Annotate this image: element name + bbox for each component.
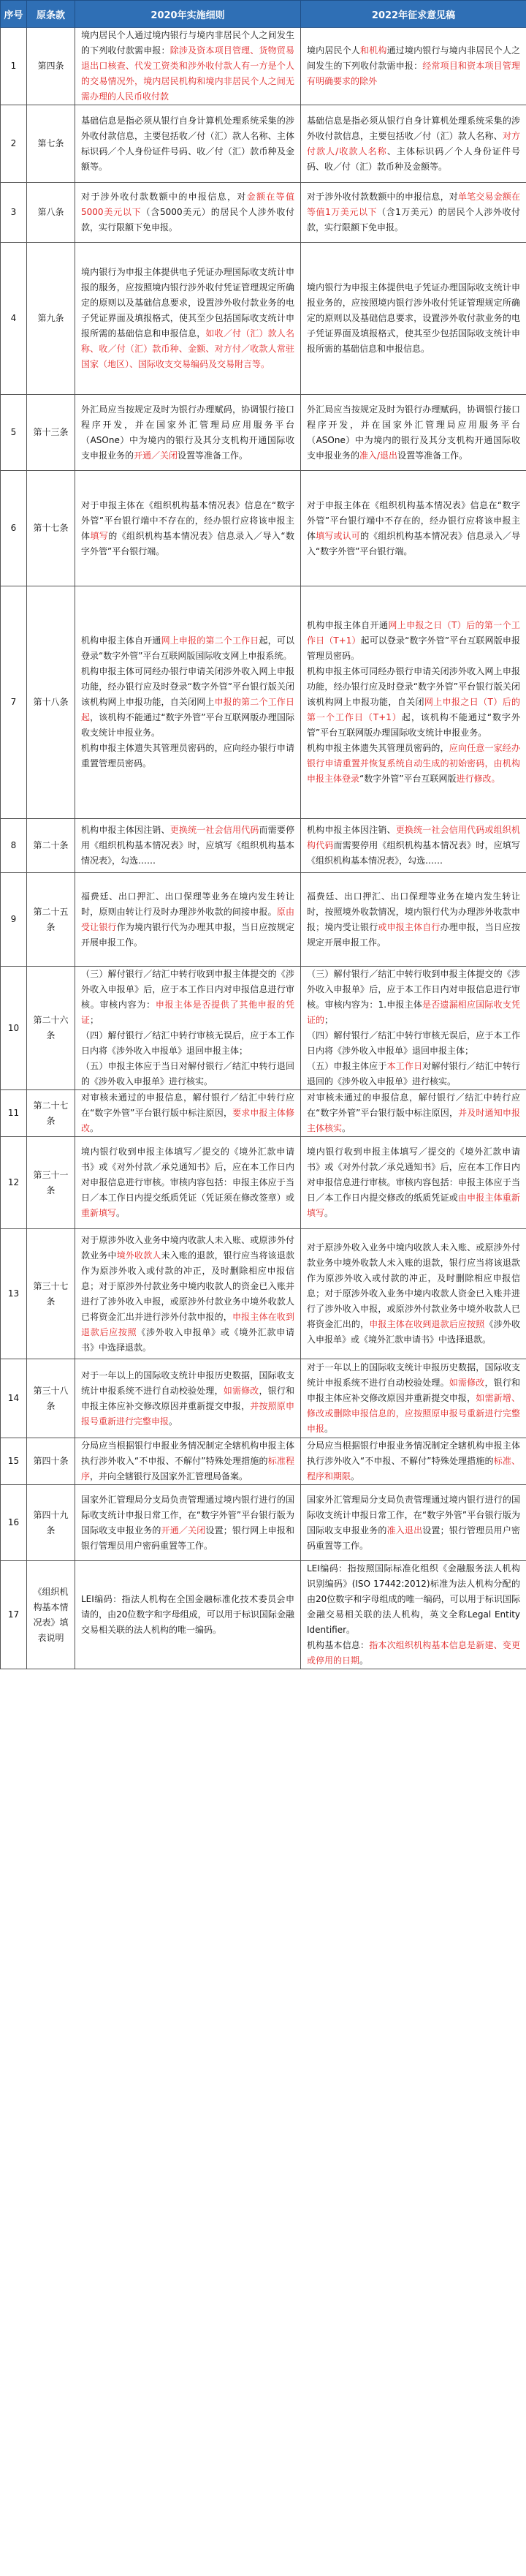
row-number: 14 bbox=[1, 1359, 27, 1438]
draft-2022-cell bbox=[301, 1229, 526, 1359]
rule-2020-cell bbox=[75, 395, 301, 471]
row-number: 11 bbox=[1, 1090, 27, 1137]
cell-text: 对于原涉外收入业务中境内收款人未入账、或原涉外付款业务中境外收款人未入账的退款，银行应当将该退款作为原涉外收入或付款的冲正，及时删除相应申报信息；对于原涉外收入业务中境内收款人资金已入账并进行了涉外收入申报，或原涉外付款业务中境外收款人已将资金汇出的， bbox=[307, 1242, 520, 1329]
highlighted-text: 如需修改 bbox=[223, 1385, 259, 1396]
highlighted-text: 标准、程序和期限 bbox=[307, 1456, 520, 1481]
highlighted-text: 境外收款人 bbox=[116, 1250, 161, 1261]
cell-text: 起，该机构不能通过“数字外管”平台互联网版办理国际收支统计申报业务。 机构申报主体遗失其管理员密码的， bbox=[307, 712, 520, 753]
table-row bbox=[1, 395, 526, 471]
rule-2020-cell bbox=[75, 1485, 301, 1561]
highlighted-text: 本工作日 bbox=[386, 1061, 423, 1071]
cell-text: 办理申报，当日应按规定开展申报工作。 bbox=[307, 921, 520, 948]
cell-text: 。 bbox=[169, 1416, 178, 1427]
header-article: 原条款 bbox=[27, 1, 75, 28]
highlighted-text: 网上申报之日（T）后的第一个工作日（T+1） bbox=[307, 620, 520, 646]
highlighted-text: 或申报主体自行 bbox=[378, 921, 441, 932]
row-number: 13 bbox=[1, 1229, 27, 1359]
highlighted-text: 由申报主体重新填写 bbox=[307, 1193, 520, 1218]
highlighted-text: 标准程序 bbox=[81, 1456, 294, 1481]
highlighted-text: 准入/退出 bbox=[359, 450, 398, 461]
table-row bbox=[1, 183, 526, 243]
highlighted-text: 金额在等值5000美元以下 bbox=[81, 192, 294, 217]
cell-text: 通过境内银行与境内非居民个人之间发生的下列收付款需申报： bbox=[307, 45, 520, 71]
highlighted-text: 网上申报的第二个工作日 bbox=[161, 635, 259, 646]
highlighted-text: 申报主体在收到退款后应按照 bbox=[81, 1311, 294, 1337]
highlighted-text: 开通／关闭 bbox=[161, 1525, 206, 1536]
cell-text: LEI编码：指法人机构在全国金融标准化技术委员会申请的，由20位数字和字母组成，可以用于标识国际金融交易相关联的法人机构的唯一编码。 bbox=[81, 1594, 294, 1635]
rule-2020-cell bbox=[75, 243, 301, 395]
cell-text: 而需要停用《组织机构基本情况表》时，应填写《组织机构基本情况表》，勾选…… bbox=[307, 840, 520, 866]
draft-2022-cell bbox=[301, 1438, 526, 1485]
draft-2022-cell bbox=[301, 395, 526, 471]
table-row bbox=[1, 1438, 526, 1485]
cell-text: 境内居民个人 bbox=[307, 45, 361, 56]
rule-2020-cell bbox=[75, 471, 301, 586]
row-number: 17 bbox=[1, 1561, 27, 1669]
cell-text: 未入账的退款，银行应当将该退款作为原涉外收入或付款的冲正，及时删除相应申报信息；对于原涉外付款业务中境内收款人的资金已入账并进行了涉外收入申报，或原涉外付款业务中境外收款人已将资金汇出并进行涉外付款申报的， bbox=[81, 1250, 294, 1322]
highlighted-text: 如需新增、修改或删除申报信息的，应按照原申报号重新进行完整申报 bbox=[307, 1393, 520, 1434]
cell-text: 。 bbox=[324, 1424, 334, 1434]
row-number: 2 bbox=[1, 105, 27, 183]
table-row bbox=[1, 1137, 526, 1229]
cell-text: 分局应当根据银行申报业务情况制定全辖机构申报主体执行涉外收入“不申报、不解付”特殊处理措施的 bbox=[81, 1440, 294, 1466]
cell-text: LEI编码：指按照国际标准化组织《金融服务法人机构识别编码》(ISO 17442:2012)标准为法人机构分配的由20位数字和字母组成的唯一编码，可以用于标识国际金融交易相关联的法人机构，英文全称Legal Entity Identifier。 机构基本信息： bbox=[307, 1563, 520, 1650]
cell-text: 。 bbox=[90, 1123, 99, 1133]
cell-text: 《涉外收入申报单》或《境外汇款申请书》中选择退款。 bbox=[307, 1319, 520, 1345]
table-row bbox=[1, 586, 526, 819]
cell-text: 。 bbox=[359, 1655, 369, 1666]
highlighted-text: 要求申报主体修改 bbox=[81, 1108, 294, 1133]
highlighted-text: 应向任意一家经办银行申请重置并恢复系统自动生成的初始密码，由机构申报主体登录 bbox=[307, 743, 520, 784]
cell-text: 。 bbox=[342, 1123, 351, 1133]
article-cell: 第十八条 bbox=[27, 586, 75, 819]
cell-text: 的《组织机构基本情况表》信息录入／导入“数字外管”平台银行端。 bbox=[307, 530, 520, 556]
highlighted-text: 并按照原申报号重新进行完整申报 bbox=[81, 1400, 294, 1427]
cell-text: 境内银行为申报主体提供电子凭证办理国际收支统计申报的服务，应按照境内银行涉外收付凭证管理规定所确定的原则以及基础信息要求，设置涉外收付款业务的电子凭证界面及填报格式，使其至少包括国际收支统计申报所需的基础信息和申报信息， bbox=[81, 267, 294, 339]
draft-2022-cell bbox=[301, 1561, 526, 1669]
draft-2022-cell bbox=[301, 873, 526, 967]
table-row bbox=[1, 1359, 526, 1438]
header-row bbox=[1, 1, 526, 28]
table-row bbox=[1, 873, 526, 967]
cell-text: 而需要停用《组织机构基本情况表》时，应填写《组织机构基本情况表》，勾选…… bbox=[81, 825, 294, 866]
cell-text: 机构申报主体因注销、 bbox=[81, 825, 170, 835]
rule-2020-cell bbox=[75, 819, 301, 873]
cell-text: 《涉外收入申报单》或《境外汇款申请书》中选择退款。 bbox=[81, 1326, 294, 1353]
cell-text: 境内银行收到申报主体填写／提交的《境外汇款申请书》或《对外付款／承兑通知书》后，应在本工作日内对申报信息进行审核。审核内容包括：申报主体应于当日／本工作日内提交修改的纸质凭证或 bbox=[307, 1147, 520, 1203]
draft-2022-cell bbox=[301, 1359, 526, 1438]
rule-2020-cell bbox=[75, 105, 301, 183]
cell-text: ，并向全辖银行及国家外汇管理局备案。 bbox=[90, 1471, 248, 1481]
cell-text: 对于一年以上的国际收支统计申报历史数据，国际收支统计申报系统不进行自动校验处理。 bbox=[307, 1362, 520, 1388]
highlighted-text: 申报主体在收到退款后应按照 bbox=[369, 1319, 485, 1329]
table-row bbox=[1, 967, 526, 1090]
highlighted-text: 单笔交易金额在等值1万美元以下 bbox=[307, 192, 520, 217]
rule-2020-cell bbox=[75, 1438, 301, 1485]
highlighted-text: 填写或认可 bbox=[316, 530, 361, 541]
cell-text: 对于申报主体在《组织机构基本情况表》信息在“数字外管”平台银行端中不存在的，经办银行应将该申报主体 bbox=[307, 499, 520, 541]
rule-2020-cell bbox=[75, 586, 301, 819]
table-row bbox=[1, 243, 526, 395]
cell-text: 作为境内银行代为办理其申报，当日应按规定开展申报工作。 bbox=[81, 921, 294, 948]
cell-text: ，银行和申报主体应补交修改原因并重新提交申报， bbox=[81, 1385, 294, 1411]
draft-2022-cell bbox=[301, 243, 526, 395]
draft-2022-cell bbox=[301, 183, 526, 243]
row-number: 8 bbox=[1, 819, 27, 873]
row-number: 3 bbox=[1, 183, 27, 243]
draft-2022-cell bbox=[301, 28, 526, 105]
draft-2022-cell bbox=[301, 967, 526, 1090]
cell-text: 、主体标识码／个人身份证件号码、收／付（汇）款币种及金额等。 bbox=[307, 146, 520, 172]
cell-text: 设置；银行网上申报和银行管理员用户密码重置等工作。 bbox=[81, 1525, 294, 1551]
rule-2020-cell bbox=[75, 28, 301, 105]
article-cell: 《组织机构基本情况表》填表说明 bbox=[27, 1561, 75, 1669]
cell-text: 对于申报主体在《组织机构基本情况表》信息在“数字外管”平台银行端中不存在的，经办银行应将该申报主体 bbox=[81, 499, 294, 541]
highlighted-text: 如收／付（汇）款人名称、收／付（汇）款币种、金额、对方付／收款人常驻国家（地区）、国际收支交易编码及交易附言等。 bbox=[81, 328, 294, 369]
article-cell: 第三十八条 bbox=[27, 1359, 75, 1438]
cell-text: 设置等准备工作。 bbox=[397, 450, 468, 461]
cell-text: 基础信息是指必须从银行自身计算机处理系统采集的涉外收付款信息，主要包括收／付（汇）款人名称、 bbox=[307, 115, 520, 141]
cell-text: （三）解付银行／结汇中转行收到申报主体提交的《涉外收入申报单》后，应于本工作日内对申报信息进行审核。审核内容为：1.申报主体 bbox=[307, 969, 520, 1010]
rule-2020-cell bbox=[75, 1229, 301, 1359]
highlighted-text: 并及时通知申报主体核实 bbox=[307, 1108, 520, 1133]
cell-text: （三）解付银行／结汇中转行收到申报主体提交的《涉外收入申报单》后，应于本工作日内对申报信息进行审核。审核内容为： bbox=[81, 969, 294, 1010]
rule-2020-cell bbox=[75, 1359, 301, 1438]
article-cell: 第八条 bbox=[27, 183, 75, 243]
rule-2020-cell bbox=[75, 967, 301, 1090]
rule-2020-cell bbox=[75, 873, 301, 967]
row-number: 6 bbox=[1, 471, 27, 586]
row-number: 10 bbox=[1, 967, 27, 1090]
article-cell: 第三十七条 bbox=[27, 1229, 75, 1359]
article-cell: 第二十五条 bbox=[27, 873, 75, 967]
cell-text: 外汇局应当按规定及时为银行办理赋码，协调银行接口程序开发，并在国家外汇管理局应用服务平台（ASOne）中为境内的银行及其分支机构开通国际收支申报业务的 bbox=[81, 404, 294, 461]
table-row bbox=[1, 28, 526, 105]
highlighted-text: 经常项目和资本项目管理有明确要求的除外 bbox=[307, 61, 520, 86]
draft-2022-cell bbox=[301, 105, 526, 183]
article-cell: 第四十条 bbox=[27, 1438, 75, 1485]
row-number: 7 bbox=[1, 586, 27, 819]
row-number: 1 bbox=[1, 28, 27, 105]
highlighted-text: 准入退出 bbox=[386, 1525, 423, 1536]
article-cell: 第七条 bbox=[27, 105, 75, 183]
highlighted-text: 进行修改。 bbox=[456, 774, 500, 784]
rule-2020-cell bbox=[75, 1090, 301, 1137]
cell-text: 设置等准备工作。 bbox=[178, 450, 248, 461]
cell-text: ，该机构不能通过“数字外管”平台互联网版办理国际收支统计申报业务。 机构申报主体遗失其管理员密码的，应向经办银行申请重置管理员密码。 bbox=[81, 712, 294, 768]
highlighted-text: 网上申报之日（T）后的第一个工作日（T+1） bbox=[307, 697, 520, 722]
rule-2020-cell bbox=[75, 183, 301, 243]
cell-text: 。 bbox=[116, 1208, 126, 1218]
draft-2022-cell bbox=[301, 1485, 526, 1561]
cell-text: 。 bbox=[324, 1208, 334, 1218]
cell-text: 对审核未通过的申报信息，解付银行／结汇中转行应在“数字外管”平台银行版中标注原因， bbox=[81, 1092, 294, 1118]
draft-2022-cell bbox=[301, 1137, 526, 1229]
row-number: 16 bbox=[1, 1485, 27, 1561]
row-number: 9 bbox=[1, 873, 27, 967]
cell-text: 机构申报主体自开通 bbox=[81, 635, 161, 646]
highlighted-text: 和机构 bbox=[360, 45, 387, 56]
highlighted-text: 指本次组织机构基本信息是新建、变更或停用的日期 bbox=[307, 1640, 520, 1666]
draft-2022-cell bbox=[301, 1090, 526, 1137]
header-seq: 序号 bbox=[1, 1, 27, 28]
cell-text: （含5000美元）的居民个人涉外收付款，实行限额下免申报。 bbox=[81, 207, 294, 233]
cell-text: 起，可以登录“数字外管”平台互联网版国际收支网上申报系统。 机构申报主体可同经办银行申请关闭涉外收入网上申报功能，经办银行应及时登录“数字外管”平台银行版关闭该机构网上申报功能，自关闭网上 bbox=[81, 635, 294, 707]
cell-text: 外汇局应当按规定及时为银行办理赋码，协调银行接口程序开发，并在国家外汇管理局应用服务平台（ASOne）中为境内的银行及其分支机构开通国际收支申报业务的 bbox=[307, 404, 520, 461]
highlighted-text: 申报主体是否提供了其他申报的凭证 bbox=[81, 1000, 294, 1025]
row-number: 15 bbox=[1, 1438, 27, 1485]
table-row bbox=[1, 471, 526, 586]
cell-text: 境内银行为申报主体提供电子凭证办理国际收支统计申报业务的，应按照境内银行涉外收付凭证管理规定所确定的原则以及基础信息要求，设置涉外收付款业务的电子凭证界面及填报格式，使其至少包括国际收支统计申报所需的基础信息和申报信息。 bbox=[307, 282, 520, 354]
cell-text: 起可以登录“数字外管”平台互联网版申报管理员密码。 机构申报主体可同经办银行申请关闭涉外收入网上申报功能，经办银行应及时登录“数字外管”平台银行版关闭该机构网上申报功能，自关闭 bbox=[307, 635, 520, 707]
highlighted-text: 如需修改 bbox=[449, 1378, 485, 1388]
table-row bbox=[1, 105, 526, 183]
cell-text: 福费廷、出口押汇、出口保理等业务在境内发生转让时，原则由转让行及时办理涉外收款的间接申报。 bbox=[81, 891, 294, 917]
cell-text: 境内银行收到申报主体填写／提交的《境外汇款申请书》或《对外付款／承兑通知书》后，应在本工作日内对申报信息进行审核。审核内容包括：申报主体应于当日／本工作日内提交纸质凭证（凭证须在修改签章）或 bbox=[81, 1147, 294, 1203]
highlighted-text: 填写 bbox=[90, 530, 109, 541]
highlighted-text: 更换统一社会信用代码或组织机构代码 bbox=[307, 825, 520, 850]
table-row bbox=[1, 1229, 526, 1359]
cell-text: 福费廷、出口押汇、出口保理等业务在境内发生转让时，按照境外收款情况，境内银行代为办理涉外收款申报；境内受让银行 bbox=[307, 891, 520, 932]
cell-text: 境内居民个人通过境内银行与境内非居民个人之间发生的下列收付款需申报： bbox=[81, 30, 294, 56]
highlighted-text: 对方付款人/收款人名称 bbox=[307, 130, 520, 156]
cell-text: “数字外管”平台互联网版 bbox=[359, 774, 457, 784]
cell-text: 的《组织机构基本情况表》信息录入／导入“数字外管”平台银行端。 bbox=[81, 530, 294, 556]
highlighted-text: 是否遗漏相应国际收支凭证的 bbox=[307, 1000, 520, 1025]
article-cell: 第十七条 bbox=[27, 471, 75, 586]
table-body bbox=[1, 28, 526, 1669]
article-cell: 第二十条 bbox=[27, 819, 75, 873]
article-cell: 第二十七条 bbox=[27, 1090, 75, 1137]
table-row bbox=[1, 819, 526, 873]
highlighted-text: 开通／关闭 bbox=[134, 450, 178, 461]
highlighted-text: 原由受让银行 bbox=[81, 906, 294, 932]
article-cell: 第四十九条 bbox=[27, 1485, 75, 1561]
cell-text: 对于涉外收付款数额中的申报信息，对 bbox=[81, 192, 247, 202]
cell-text: ，银行和申报主体应补交修改原因并重新提交申报， bbox=[307, 1378, 520, 1403]
cell-text: 对于原涉外收入业务中境内收款人未入账、或原涉外付款业务中 bbox=[81, 1234, 294, 1261]
header-2022-draft: 2022年征求意见稿 bbox=[301, 1, 526, 28]
header-2020-rules: 2020年实施细则 bbox=[75, 1, 301, 28]
row-number: 5 bbox=[1, 395, 27, 471]
table-row bbox=[1, 1485, 526, 1561]
cell-text: ； （四）解付银行／结汇中转行审核无误后，应于本工作日内将《涉外收入申报单》退回申报主体； （五）申报主体应于当日对解付银行／结汇中转行退回的《涉外收入申报单》进行核实。 bbox=[81, 1015, 294, 1087]
highlighted-text: 重新填写 bbox=[81, 1208, 117, 1218]
draft-2022-cell bbox=[301, 819, 526, 873]
cell-text: 对审核未通过的申报信息，解付银行／结汇中转行应在“数字外管”平台银行版中标注原因， bbox=[307, 1092, 520, 1118]
cell-text: 对于一年以上的国际收支统计申报历史数据，国际收支统计申报系统不进行自动校验处理， bbox=[81, 1370, 294, 1396]
article-cell: 第三十一条 bbox=[27, 1137, 75, 1229]
table-row bbox=[1, 1561, 526, 1669]
draft-2022-cell bbox=[301, 586, 526, 819]
highlighted-text: 除涉及资本项目管理、货物贸易退出口核查、代发工资类和涉外收付款人有一方是个人的交易情况外，境内居民机构和境内非居民个人之间无需办理的人民币收付款 bbox=[81, 45, 294, 102]
row-number: 12 bbox=[1, 1137, 27, 1229]
article-cell: 第九条 bbox=[27, 243, 75, 395]
table-row bbox=[1, 1090, 526, 1137]
article-cell: 第二十六条 bbox=[27, 967, 75, 1090]
rule-2020-cell bbox=[75, 1561, 301, 1669]
article-cell: 第十三条 bbox=[27, 395, 75, 471]
cell-text: 分局应当根据银行申报业务情况制定全辖机构申报主体执行涉外收入“不申报、不解付”特殊处理措施的 bbox=[307, 1440, 520, 1466]
cell-text: 基础信息是指必须从银行自身计算机处理系统采集的涉外收付款信息，主要包括收／付（汇）款人名称、主体标识码／个人身份证件号码、收／付（汇）款币种及金额等。 bbox=[81, 115, 294, 172]
cell-text: 。 bbox=[351, 1471, 360, 1481]
cell-text: 国家外汇管理局分支局负责管理通过境内银行进行的国际收支统计申报日常工作，在“数字外管”平台银行版为国际收支申报业务的 bbox=[307, 1494, 520, 1536]
cell-text: （含1万美元）的居民个人涉外收付款，实行限额下免申报。 bbox=[307, 207, 520, 233]
cell-text: ； （四）解付银行／结汇中转行审核无误后，应于本工作日内将《涉外收入申报单》退回申报主体； （五）申报主体应于 bbox=[307, 1015, 520, 1071]
article-cell: 第四条 bbox=[27, 28, 75, 105]
cell-text: 对于涉外收付款数额中的申报信息，对 bbox=[307, 192, 458, 202]
highlighted-text: 更换统一社会信用代码 bbox=[169, 825, 259, 835]
rule-2020-cell bbox=[75, 1137, 301, 1229]
cell-text: 国家外汇管理局分支局负责管理通过境内银行进行的国际收支统计申报日常工作，在“数字外管”平台银行版为国际收支申报业务的 bbox=[81, 1494, 294, 1536]
draft-2022-cell bbox=[301, 471, 526, 586]
cell-text: 对解付银行／结汇中转行退回的《涉外收入申报单》进行核实。 bbox=[307, 1061, 520, 1087]
cell-text: 设置；银行管理员用户密码重置等工作。 bbox=[307, 1525, 520, 1551]
highlighted-text: 申报的第二个工作日起 bbox=[81, 697, 294, 722]
cell-text: 机构申报主体自开通 bbox=[307, 620, 389, 630]
cell-text: 机构申报主体因注销、 bbox=[307, 825, 396, 835]
row-number: 4 bbox=[1, 243, 27, 395]
